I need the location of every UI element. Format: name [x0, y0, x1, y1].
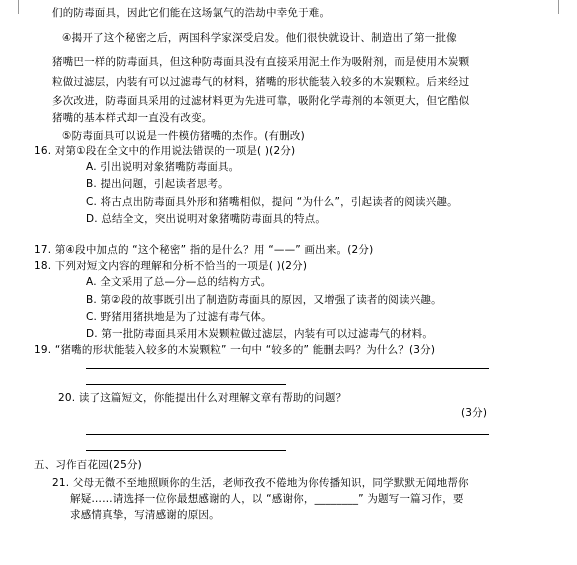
question-18-option-b: B. 第②段的故事既引出了制造防毒面具的原因，又增强了读者的阅读兴趣。	[86, 294, 442, 306]
question-18-option-d: D. 第一批防毒面具采用木炭颗粒做过滤层，内装有可以过滤毒气的材料。	[86, 328, 434, 340]
question-16-option-a: A. 引出说明对象猪嘴防毒面具。	[86, 161, 240, 173]
question-18-stem: 18. 下列对短文内容的理解和分析不恰当的一项是( )(2分)	[34, 260, 308, 272]
question-18-option-c: C. 野猪用猪拱地是为了过滤有毒气体。	[86, 311, 272, 323]
question-16-option-b: B. 提出问题，引起读者思考。	[86, 178, 229, 190]
page-corner-mark-right	[558, 0, 559, 14]
passage-line: 多次改进，防毒面具采用的过滤材料更为先进可靠，吸附化学毒剂的本领更大，但它酷似	[52, 95, 470, 107]
passage-line: 猪嘴的基本样式却一直没有改变。	[52, 112, 213, 124]
question-19-stem: 19. “猪嘴的形状能装入较多的木炭颗粒” 一句中 “较多的” 能删去吗？为什么？(3分)	[34, 344, 436, 356]
passage-line: 粒做过滤层，内装有可以过滤毒气的材料，猪嘴的形状能装入较多的木炭颗粒。后来经过	[52, 76, 470, 88]
question-16-option-d: D. 总结全文，突出说明对象猪嘴防毒面具的特点。	[86, 213, 327, 225]
question-21-line: 21. 父母无微不至地照顾你的生活，老师孜孜不倦地为你传播知识，同学默默无闻地帮你	[52, 477, 469, 489]
question-21-line: 求感情真挚，写清感谢的原因。	[70, 509, 220, 521]
answer-line[interactable]	[86, 434, 489, 435]
passage-paragraph-5: ⑤防毒面具可以说是一件模仿猪嘴的杰作。(有删改)	[62, 130, 305, 142]
page-corner-mark-left	[18, 0, 19, 14]
answer-line[interactable]	[86, 384, 286, 385]
question-17-stem: 17. 第④段中加点的 “这个秘密” 指的是什么？用 “——” 画出来。(2分)	[34, 244, 374, 256]
question-16-stem: 16. 对第①段在全文中的作用说法错误的一项是( )(2分)	[34, 145, 296, 157]
question-20-score: (3分)	[461, 407, 488, 419]
passage-paragraph-4: ④揭开了这个秘密之后，两国科学家深受启发。他们很快就设计、制造出了第一批像	[62, 32, 457, 44]
passage-line: 猪嘴巴一样的防毒面具，但这种防毒面具没有直接采用泥土作为吸附剂，而是使用木炭颗	[52, 56, 470, 68]
question-16-option-c: C. 将古点出防毒面具外形和猪嘴相似，提问 “为什么”，引起读者的阅读兴趣。	[86, 196, 458, 208]
answer-line[interactable]	[86, 368, 489, 369]
passage-line: 们的防毒面具，因此它们能在这场氯气的浩劫中幸免于难。	[52, 7, 331, 19]
question-21-line: 解疑……请选择一位你最想感谢的人，以 “感谢你，________” 为题写一篇习作，要	[70, 493, 464, 505]
answer-line[interactable]	[86, 450, 286, 451]
question-20-stem: 20. 读了这篇短文，你能提出什么对理解文章有帮助的问题？	[58, 392, 347, 404]
section-5-title: 五、习作百花园(25分)	[34, 459, 142, 471]
question-18-option-a: A. 全文采用了总—分—总的结构方式。	[86, 276, 272, 288]
